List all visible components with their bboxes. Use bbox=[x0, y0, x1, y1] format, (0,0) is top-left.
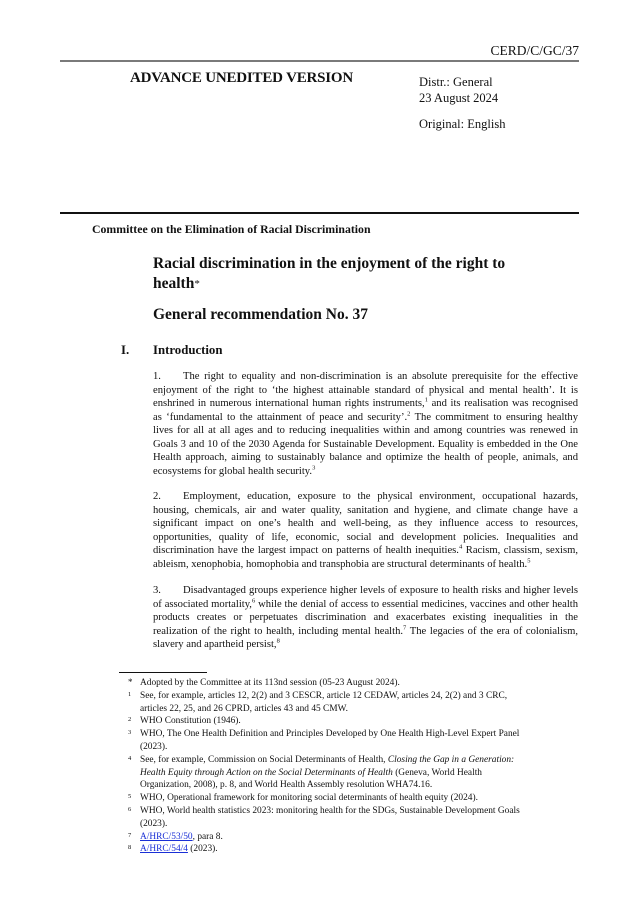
paragraph-2 bbox=[153, 490, 578, 571]
footnote-mark: 5 bbox=[128, 793, 132, 801]
footnote-text-post: (2023). bbox=[187, 844, 218, 855]
paragraph-number: 2. bbox=[153, 491, 161, 502]
paragraph-text: Disadvantaged groups experience higher levels of exposure to health risks and higher levels of associated mortality, bbox=[153, 585, 578, 610]
footnotes-list bbox=[128, 677, 528, 856]
footnote-ref[interactable]: 2 bbox=[407, 409, 411, 417]
footnote-ref[interactable]: 8 bbox=[276, 637, 280, 645]
title-rule bbox=[60, 212, 579, 214]
footnote-mark: 3 bbox=[128, 729, 132, 737]
footnote-text: Adopted by the Committee at its 113nd session (05-23 August 2024). bbox=[140, 678, 400, 688]
footnote-text-post: (Geneva, World Health Organization, 2008), p. 8, and World Health Assembly resolution WHA74.16. bbox=[140, 767, 482, 791]
distribution-type: Distr.: General bbox=[419, 75, 493, 89]
footnote-item bbox=[128, 805, 528, 831]
footnote-separator bbox=[119, 672, 207, 673]
paragraph-text: The legacies of the era of colonialism, slavery and apartheid persist, bbox=[153, 625, 578, 650]
paragraph-3 bbox=[153, 584, 578, 652]
footnote-item bbox=[128, 754, 528, 792]
footnote-mark: 2 bbox=[128, 716, 132, 724]
paragraph-number: 1. bbox=[153, 371, 161, 382]
footnote-text: WHO, Operational framework for monitoring social determinants of health equity (2024). bbox=[140, 793, 478, 804]
footnote-text-pre: See, for example, Commission on Social Determinants of Health, bbox=[140, 754, 388, 765]
footnote-text bbox=[140, 843, 528, 856]
footnote-mark: * bbox=[128, 677, 133, 687]
footnote-text bbox=[140, 831, 528, 844]
footnote-ref[interactable]: 7 bbox=[403, 623, 407, 631]
advance-version-label: ADVANCE UNEDITED VERSION bbox=[130, 70, 354, 86]
footnote-text bbox=[140, 754, 528, 792]
original-language: Original: English bbox=[419, 117, 506, 131]
footnote-item bbox=[128, 843, 528, 856]
paragraph-text: The right to equality and non-discrimination is an absolute prerequisite for the effective enjoyment of the right to ‘the highest attainable standard of physical and mental health’. It is enshrined in numerous international human rights instruments, bbox=[153, 371, 578, 409]
footnote-mark: 7 bbox=[128, 831, 132, 839]
paragraph-text: and its realisation was recognised as ‘fundamental to the attainment of peace and security’. bbox=[153, 398, 578, 423]
footnote-item bbox=[128, 690, 528, 716]
section-title: Introduction bbox=[153, 343, 223, 357]
footnote-ref[interactable]: 5 bbox=[527, 556, 531, 564]
document-subtitle: General recommendation No. 37 bbox=[153, 306, 368, 323]
footnote-text: WHO, World health statistics 2023: monitoring health for the SDGs, Sustainable Development Goals (2023). bbox=[140, 805, 520, 829]
title-text: Racial discrimination in the enjoyment of the right to health bbox=[153, 255, 506, 292]
paragraph-1 bbox=[153, 370, 578, 478]
footnote-ref[interactable]: 6 bbox=[251, 596, 256, 604]
paragraph-text: Employment, education, exposure to the physical environment, occupational hazards, housing, chemicals, air and water quality, sanitation and hygiene, and climate change have a significant impact on one’s health and well-being, as they influence access to resources, opportunities, quality of life, economic, social and development policies. Inequalities and discrimination have the largest impact on patterns of health inequities. bbox=[153, 491, 578, 556]
footnote-mark: 4 bbox=[128, 754, 132, 762]
footnote-ref[interactable]: 3 bbox=[312, 463, 316, 471]
header-rule bbox=[60, 60, 579, 62]
document-symbol: CERD/C/GC/37 bbox=[490, 43, 579, 58]
document-link[interactable]: A/HRC/53/50 bbox=[140, 831, 193, 842]
footnote-item bbox=[128, 728, 528, 754]
paragraph-text: Racism, classism, sexism, ableism, xenophobia, homophobia and transphobia are structural determinants of health. bbox=[153, 545, 579, 570]
document-title bbox=[153, 254, 533, 294]
footnote-ref[interactable]: 1 bbox=[424, 396, 428, 404]
footnote-item bbox=[128, 792, 528, 805]
paragraph-text: The commitment to ensuring healthy lives for all at all ages and to reducing inequalities within and among countries was renewed in Goals 3 and 10 of the 2030 Agenda for Sustainable Development. Equality is embedded in the One Health approach, aiming to sustainably balance and optimize the health of people, animals, and ecosystems for global health security. bbox=[153, 411, 578, 477]
title-asterisk: * bbox=[194, 278, 200, 290]
footnote-mark: 8 bbox=[128, 844, 132, 852]
footnote-mark: 1 bbox=[128, 690, 132, 698]
publication-title: Closing the Gap in a Generation: Health Equity through Action on the Social Determinants of Health bbox=[140, 754, 515, 778]
footnote-text: WHO, The One Health Definition and Principles Developed by One Health High-Level Expert Panel (2023). bbox=[140, 729, 520, 752]
distribution-block bbox=[419, 74, 498, 106]
paragraph-text: while the denial of access to essential medicines, vaccines and other health products creates or perpetuates discrimination and exacerbates existing inequalities in the realization of the right to health, including mental health. bbox=[153, 598, 578, 637]
footnote-ref[interactable]: 4 bbox=[458, 543, 463, 551]
document-link[interactable]: A/HRC/54/4 bbox=[140, 844, 188, 855]
document-date: 23 August 2024 bbox=[419, 91, 499, 105]
footnote-item bbox=[128, 677, 528, 690]
footnote-text-post: , para 8. bbox=[192, 831, 223, 842]
footnote-item bbox=[128, 831, 528, 844]
section-number: I. bbox=[121, 343, 130, 357]
committee-name: Committee on the Elimination of Racial Discrimination bbox=[92, 222, 371, 236]
footnote-item bbox=[128, 715, 528, 728]
footnote-mark: 6 bbox=[128, 805, 132, 813]
footnote-text: See, for example, articles 12, 2(2) and 3 CESCR, article 12 CEDAW, articles 24, 2(2) and 3 CRC, articles 22, 25, and 26 CPRD, articles 43 and 45 CMW. bbox=[140, 690, 508, 714]
footnote-text: WHO Constitution (1946). bbox=[140, 716, 241, 727]
paragraph-number: 3. bbox=[153, 585, 161, 596]
